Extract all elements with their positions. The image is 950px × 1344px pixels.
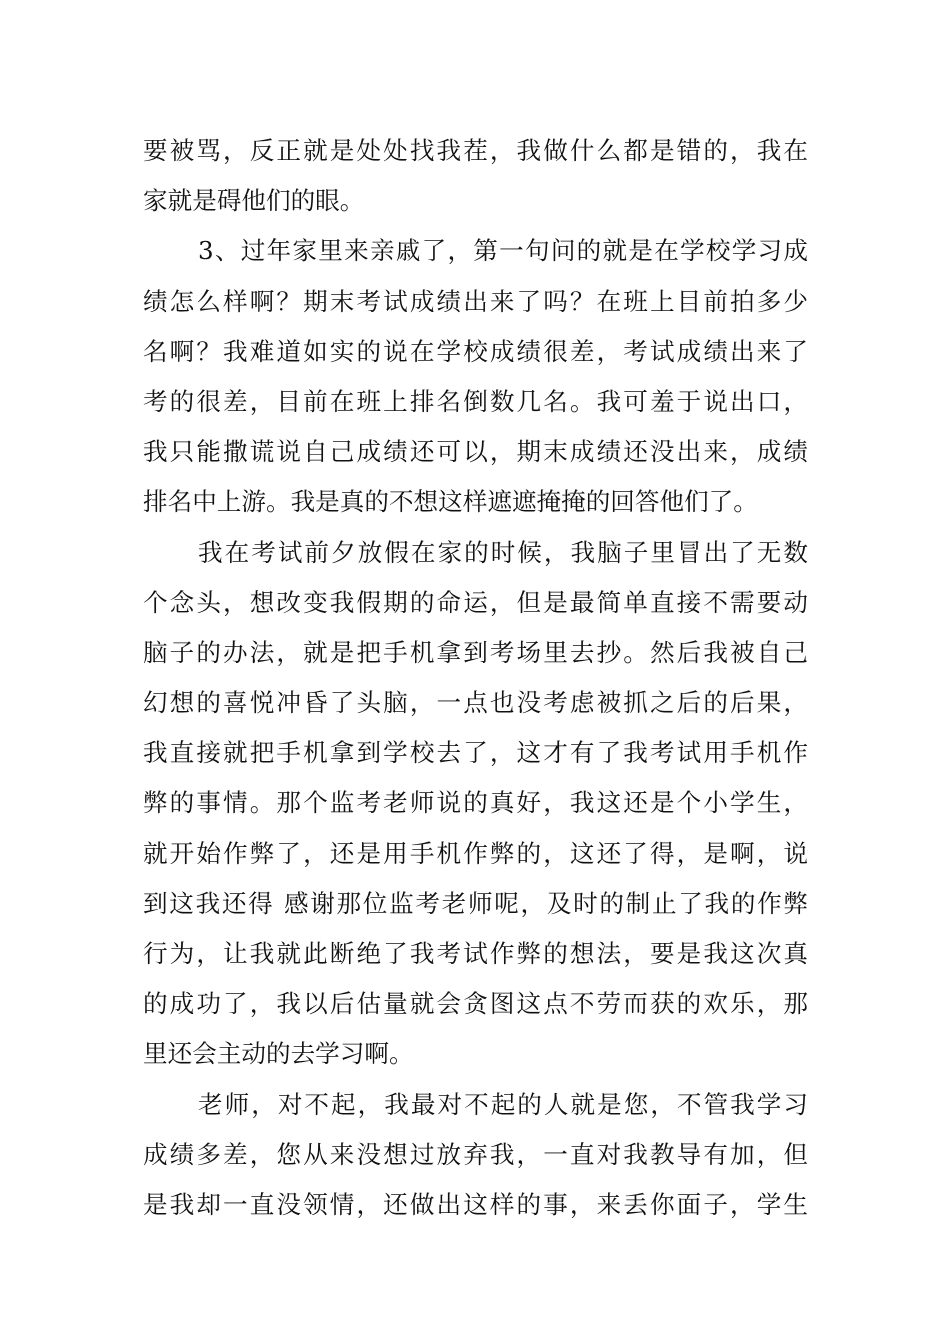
- text-line: 要被骂，反正就是处处找我茬，我做什么都是错的，我在: [143, 136, 808, 165]
- text-line: 我直接就把手机拿到学校去了，这才有了我考试用手机作: [143, 738, 808, 768]
- paragraph-2: [143, 226, 808, 527]
- text-line: 幻想的喜悦冲昏了头脑，一点也没考虑被抓之后的后果，: [143, 688, 808, 718]
- text-line: 的成功了，我以后估量就会贪图这点不劳而获的欢乐，那: [143, 989, 808, 1019]
- text-line: 家就是碍他们的眼。: [143, 186, 365, 216]
- text-line: 考的很差，目前在班上排名倒数几名。我可羞于说出口，: [143, 386, 808, 416]
- text-line: 3、过年家里来亲戚了，第一句问的就是在学校学习成: [198, 236, 808, 266]
- text-line: 里还会主动的去学习啊。: [143, 1039, 414, 1069]
- text-line: 脑子的办法，就是把手机拿到考场里去抄。然后我被自己: [143, 637, 808, 667]
- text-line: 我只能撒谎说自己成绩还可以，期末成绩还没出来，成绩: [143, 437, 808, 467]
- text-line: 我在考试前夕放假在家的时候，我脑子里冒出了无数: [198, 537, 808, 567]
- paragraph-4: [143, 1080, 808, 1231]
- text-line: 弊的事情。那个监考老师说的真好，我这还是个小学生，: [143, 788, 808, 818]
- text-line: 成绩多差，您从来没想过放弃我，一直对我教导有加，但: [143, 1139, 808, 1169]
- text-line: 到这我还得 感谢那位监考老师呢，及时的制止了我的作弊: [143, 888, 808, 918]
- paragraph-3: [143, 528, 808, 1080]
- document-body: [143, 126, 808, 1230]
- text-line: 行为，让我就此断绝了我考试作弊的想法，要是我这次真: [143, 939, 808, 968]
- text-line: 绩怎么样啊？期末考试成绩出来了吗？在班上目前拍多少: [143, 286, 808, 316]
- text-line: 名啊？我难道如实的说在学校成绩很差，考试成绩出来了: [143, 336, 808, 366]
- text-line: 是我却一直没领情，还做出这样的事，来丢你面子，学生: [143, 1189, 808, 1219]
- paragraph-1: [143, 126, 808, 226]
- text-line: 老师，对不起，我最对不起的人就是您，不管我学习: [198, 1089, 808, 1119]
- text-line: 就开始作弊了，还是用手机作弊的，这还了得，是啊，说: [143, 838, 808, 868]
- text-line: 个念头，想改变我假期的命运，但是最简单直接不需要动: [143, 587, 808, 617]
- text-line: 排名中上游。我是真的不想这样遮遮掩掩的回答他们了。: [143, 487, 758, 517]
